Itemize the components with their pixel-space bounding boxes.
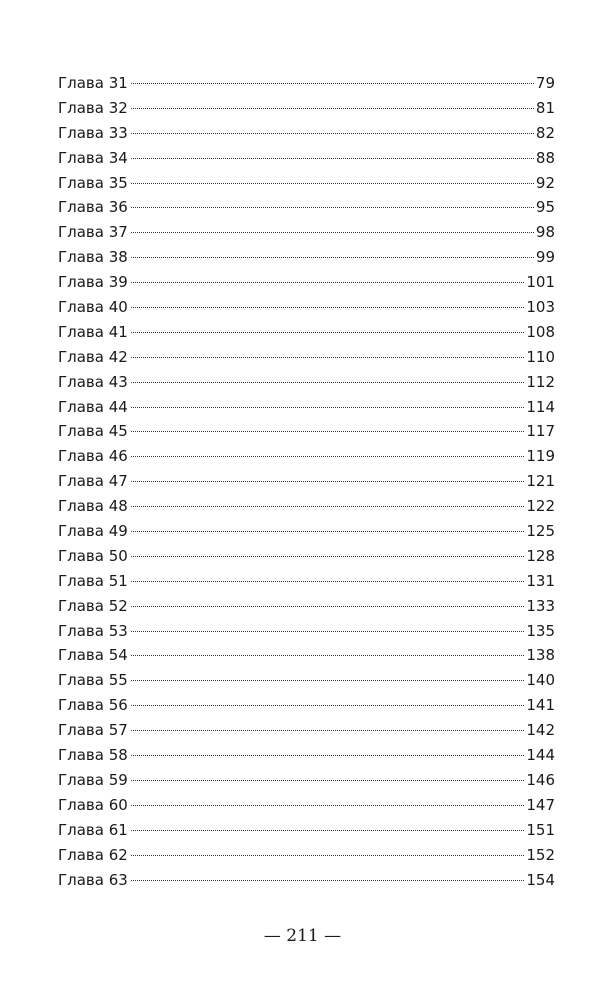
toc-entry: [58, 843, 555, 868]
dot-leader: [131, 631, 525, 632]
toc-chapter-title: Глава 37: [58, 223, 128, 242]
toc-entry: [58, 320, 555, 345]
toc-entry: [58, 544, 555, 569]
dot-leader: [131, 207, 534, 208]
toc-page-number: 103: [526, 298, 555, 317]
toc-page-number: 112: [526, 372, 555, 391]
dot-leader: [131, 606, 525, 607]
toc-page-number: 82: [535, 123, 555, 142]
dot-leader: [131, 133, 534, 134]
toc-page-number: 114: [526, 397, 555, 416]
dot-leader: [131, 581, 525, 582]
toc-chapter-title: Глава 45: [58, 422, 128, 441]
toc-chapter-title: Глава 46: [58, 447, 128, 466]
toc-chapter-title: Глава 49: [58, 522, 128, 541]
toc-page-number: 122: [526, 497, 555, 516]
toc-entry: [58, 220, 555, 245]
dot-leader: [131, 655, 525, 656]
dot-leader: [131, 730, 525, 731]
toc-entry: [58, 96, 555, 121]
toc-chapter-title: Глава 33: [58, 123, 128, 142]
toc-page-number: 110: [526, 347, 555, 366]
dot-leader: [131, 257, 534, 258]
toc-entry: [58, 519, 555, 544]
toc-chapter-title: Глава 40: [58, 298, 128, 317]
toc-chapter-title: Глава 62: [58, 845, 128, 864]
toc-chapter-title: Глава 51: [58, 571, 128, 590]
toc-page-number: 128: [526, 546, 555, 565]
toc-page-number: 152: [526, 845, 555, 864]
toc-entry: [58, 693, 555, 718]
toc-page-number: 141: [526, 696, 555, 715]
dot-leader: [131, 232, 534, 233]
toc-entry: [58, 619, 555, 644]
toc-entry: [58, 419, 555, 444]
toc-page-number: 138: [526, 646, 555, 665]
toc-chapter-title: Глава 38: [58, 248, 128, 267]
toc-page-number: 95: [535, 198, 555, 217]
toc-chapter-title: Глава 47: [58, 472, 128, 491]
dot-leader: [131, 780, 525, 781]
toc-page-number: 125: [526, 522, 555, 541]
toc-chapter-title: Глава 39: [58, 273, 128, 292]
toc-page-number: 140: [526, 671, 555, 690]
toc-entry: [58, 743, 555, 768]
toc-chapter-title: Глава 57: [58, 721, 128, 740]
toc-entry: [58, 146, 555, 171]
dot-leader: [131, 680, 525, 681]
dot-leader: [131, 755, 525, 756]
toc-chapter-title: Глава 55: [58, 671, 128, 690]
toc-entry: [58, 270, 555, 295]
toc-chapter-title: Глава 53: [58, 621, 128, 640]
toc-entry: [58, 395, 555, 420]
dot-leader: [131, 456, 525, 457]
toc-chapter-title: Глава 52: [58, 596, 128, 615]
toc-chapter-title: Глава 60: [58, 795, 128, 814]
dot-leader: [131, 83, 534, 84]
toc-page-number: 147: [526, 795, 555, 814]
page-number-footer: — 211 —: [263, 926, 342, 946]
toc-entry: [58, 594, 555, 619]
toc-page-number: 108: [526, 322, 555, 341]
toc-entry: [58, 295, 555, 320]
dot-leader: [131, 307, 525, 308]
toc-chapter-title: Глава 43: [58, 372, 128, 391]
dot-leader: [131, 382, 525, 383]
toc-page-number: 117: [526, 422, 555, 441]
toc-chapter-title: Глава 61: [58, 820, 128, 839]
toc-chapter-title: Глава 31: [58, 74, 128, 92]
dot-leader: [131, 431, 525, 432]
toc-entry: [58, 668, 555, 693]
dot-leader: [131, 805, 525, 806]
toc-page-number: 98: [535, 223, 555, 242]
toc-entry: [58, 171, 555, 196]
toc-page-number: 151: [526, 820, 555, 839]
toc-entry: [58, 345, 555, 370]
toc-page-number: 142: [526, 721, 555, 740]
toc-entry: [58, 718, 555, 743]
dot-leader: [131, 855, 525, 856]
toc-chapter-title: Глава 42: [58, 347, 128, 366]
toc-page-number: 133: [526, 596, 555, 615]
toc-page-number: 81: [535, 98, 555, 117]
toc-chapter-title: Глава 34: [58, 148, 128, 167]
toc-page-number: 131: [526, 571, 555, 590]
toc-page-number: 88: [535, 148, 555, 167]
dot-leader: [131, 705, 525, 706]
toc-entry: [58, 643, 555, 668]
toc-chapter-title: Глава 54: [58, 646, 128, 665]
toc-entry: [58, 818, 555, 843]
toc-entry: [58, 768, 555, 793]
toc-entry: [58, 245, 555, 270]
toc-chapter-title: Глава 56: [58, 696, 128, 715]
toc-page-number: 121: [526, 472, 555, 491]
dot-leader: [131, 481, 525, 482]
toc-page-number: 135: [526, 621, 555, 640]
toc-entry: [58, 569, 555, 594]
dot-leader: [131, 556, 525, 557]
dot-leader: [131, 282, 525, 283]
toc-page-number: 101: [526, 273, 555, 292]
toc-chapter-title: Глава 48: [58, 497, 128, 516]
dot-leader: [131, 357, 525, 358]
dot-leader: [131, 183, 534, 184]
toc-chapter-title: Глава 36: [58, 198, 128, 217]
dot-leader: [131, 830, 525, 831]
toc-entry: [58, 793, 555, 818]
toc-page-number: 144: [526, 746, 555, 765]
toc-chapter-title: Глава 41: [58, 322, 128, 341]
toc-entry: [58, 469, 555, 494]
toc-page-number: 99: [535, 248, 555, 267]
toc-page-number: 79: [535, 74, 555, 92]
toc-entry: [58, 195, 555, 220]
toc-chapter-title: Глава 59: [58, 770, 128, 789]
toc-page-number: 154: [526, 870, 555, 889]
toc-page-number: 146: [526, 770, 555, 789]
dot-leader: [131, 407, 525, 408]
dot-leader: [131, 332, 525, 333]
toc-entry: [58, 121, 555, 146]
toc-chapter-title: Глава 32: [58, 98, 128, 117]
toc-chapter-title: Глава 50: [58, 546, 128, 565]
dot-leader: [131, 880, 525, 881]
dot-leader: [131, 158, 534, 159]
dot-leader: [131, 108, 534, 109]
toc-chapter-title: Глава 35: [58, 173, 128, 192]
toc-chapter-title: Глава 44: [58, 397, 128, 416]
dot-leader: [131, 531, 525, 532]
toc-entry: [58, 444, 555, 469]
table-of-contents: [58, 71, 555, 892]
toc-entry: [58, 370, 555, 395]
toc-chapter-title: Глава 58: [58, 746, 128, 765]
dot-leader: [131, 506, 525, 507]
toc-entry: [58, 71, 555, 96]
toc-page-number: 92: [535, 173, 555, 192]
toc-entry: [58, 868, 555, 893]
toc-entry: [58, 494, 555, 519]
toc-chapter-title: Глава 63: [58, 870, 128, 889]
toc-page-number: 119: [526, 447, 555, 466]
